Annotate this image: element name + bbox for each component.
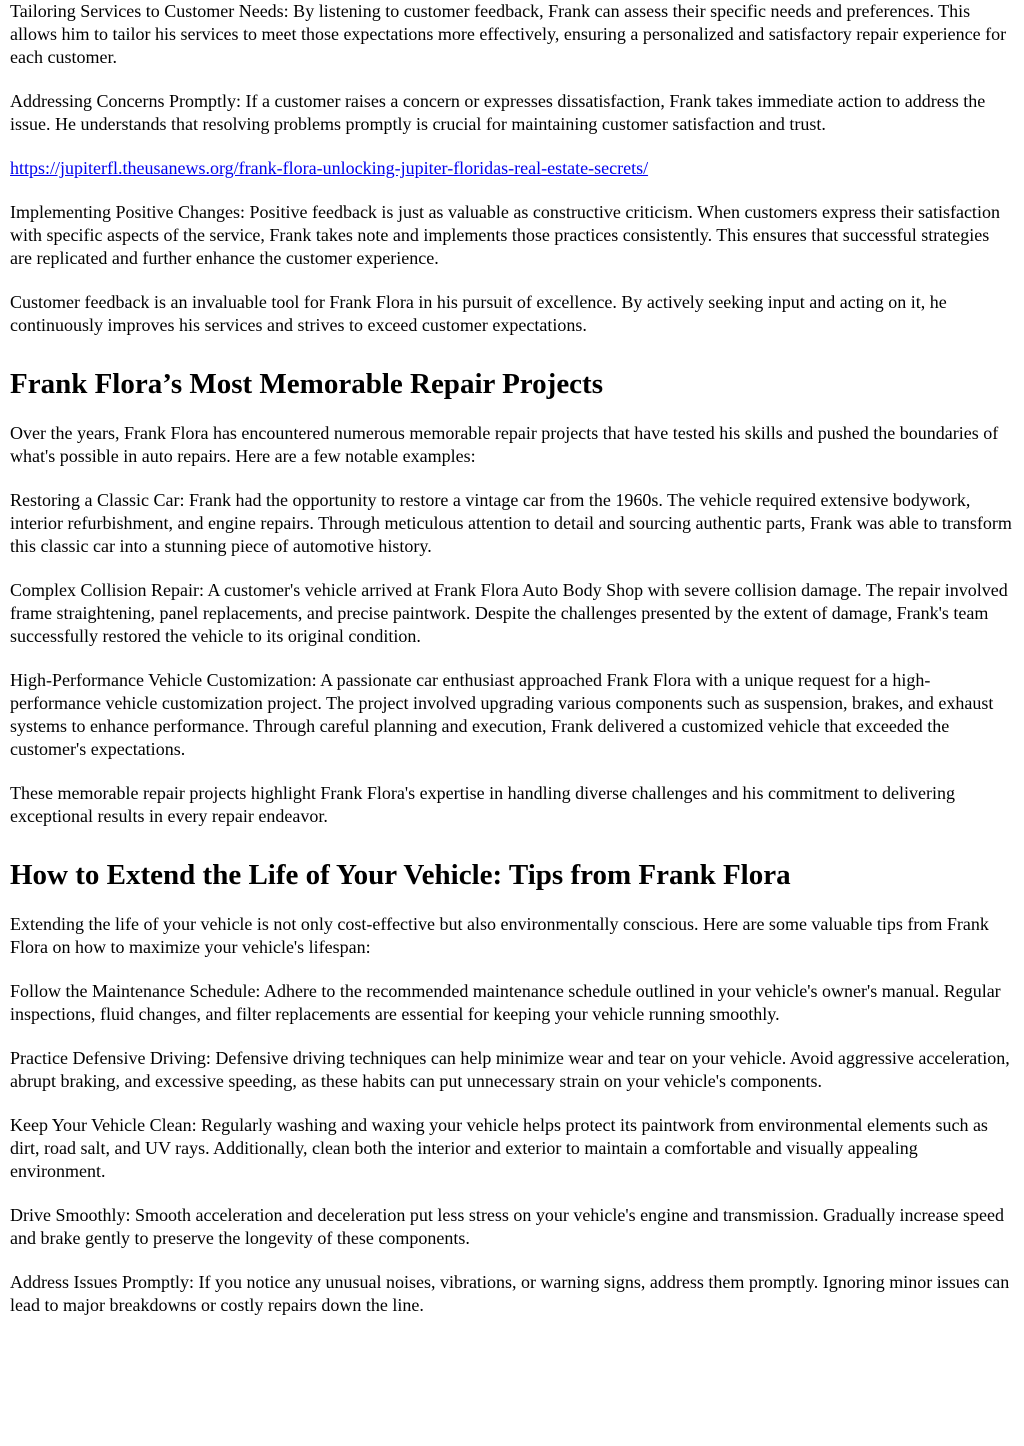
paragraph-keep-clean: Keep Your Vehicle Clean: Regularly washing and waxing your vehicle helps protect its paintwork from environmental elements such as dirt, road salt, and UV rays. Additionally, clean both the interior and exterior to maintain a comfortable and visually appealing environment. [10,1115,988,1181]
paragraph-extend-intro: Extending the life of your vehicle is not only cost-effective but also environmentally conscious. Here are some valuable tips from Frank Flora on how to maximize your vehicle's lifespan: [10,914,989,957]
paragraph-addressing-concerns: Addressing Concerns Promptly: If a customer raises a concern or expresses dissatisfaction, Frank takes immediate action to address the issue. He understands that resolving problems promptly is crucial for maintaining customer satisfaction and trust. [10,91,986,134]
paragraph-implementing-changes: Implementing Positive Changes: Positive feedback is just as valuable as constructive criticism. When customers express their satisfaction with specific aspects of the service, Frank takes note and implements those practices consistently. This ensures that successful strategies are replicated and further enhance the customer experience. [10,202,1000,268]
link-paragraph [10,157,1014,180]
paragraph-projects-summary: These memorable repair projects highlight Frank Flora's expertise in handling diverse challenges and his commitment to delivering exceptional results in every repair endeavor. [10,783,955,826]
paragraph-collision-repair: Complex Collision Repair: A customer's vehicle arrived at Frank Flora Auto Body Shop with severe collision damage. The repair involved frame straightening, panel replacements, and precise paintwork. Despite the challenges presented by the extent of damage, Frank's team successfully restored the vehicle to its original condition. [10,580,1008,646]
paragraph-tailoring-services: Tailoring Services to Customer Needs: By listening to customer feedback, Frank can assess their specific needs and preferences. This allows him to tailor his services to meet those expectations more effectively, ensuring a personalized and satisfactory repair experience for each customer. [10,1,1007,67]
article-link[interactable]: https://jupiterfl.theusanews.org/frank-flora-unlocking-jupiter-floridas-real-estate-secrets/ [10,158,649,178]
paragraph-address-issues: Address Issues Promptly: If you notice any unusual noises, vibrations, or warning signs, address them promptly. Ignoring minor issues can lead to major breakdowns or costly repairs down the line. [10,1272,1010,1315]
paragraph-drive-smoothly: Drive Smoothly: Smooth acceleration and deceleration put less stress on your vehicle's engine and transmission. Gradually increase speed and brake gently to preserve the longevity of these components. [10,1205,1004,1248]
paragraph-classic-car: Restoring a Classic Car: Frank had the opportunity to restore a vintage car from the 1960s. The vehicle required extensive bodywork, interior refurbishment, and engine repairs. Through meticulous attention to detail and sourcing authentic parts, Frank was able to transform this classic car into a stunning piece of automotive history. [10,490,1012,556]
section-heading-memorable-projects: Frank Flora’s Most Memorable Repair Projects [10,368,603,400]
paragraph-defensive-driving: Practice Defensive Driving: Defensive driving techniques can help minimize wear and tear on your vehicle. Avoid aggressive acceleration, abrupt braking, and excessive speeding, as these habits can put unnecessary strain on your vehicle's components. [10,1048,1010,1091]
paragraph-customer-feedback: Customer feedback is an invaluable tool for Frank Flora in his pursuit of excellence. By actively seeking input and acting on it, he continuously improves his services and strives to exceed customer expectations. [10,292,947,335]
paragraph-maintenance-schedule: Follow the Maintenance Schedule: Adhere to the recommended maintenance schedule outlined in your vehicle's owner's manual. Regular inspections, fluid changes, and filter replacements are essential for keeping your vehicle running smoothly. [10,981,1001,1024]
paragraph-customization: High-Performance Vehicle Customization: A passionate car enthusiast approached Frank Flora with a unique request for a high-performance vehicle customization project. The project involved upgrading various components such as suspension, brakes, and exhaust systems to enhance performance. Through careful planning and execution, Frank delivered a customized vehicle that exceeded the customer's expectations. [10,670,994,759]
section-heading-extend-life: How to Extend the Life of Your Vehicle: Tips from Frank Flora [10,859,791,891]
paragraph-projects-intro: Over the years, Frank Flora has encountered numerous memorable repair projects that have tested his skills and pushed the boundaries of what's possible in auto repairs. Here are a few notable examples: [10,423,999,466]
